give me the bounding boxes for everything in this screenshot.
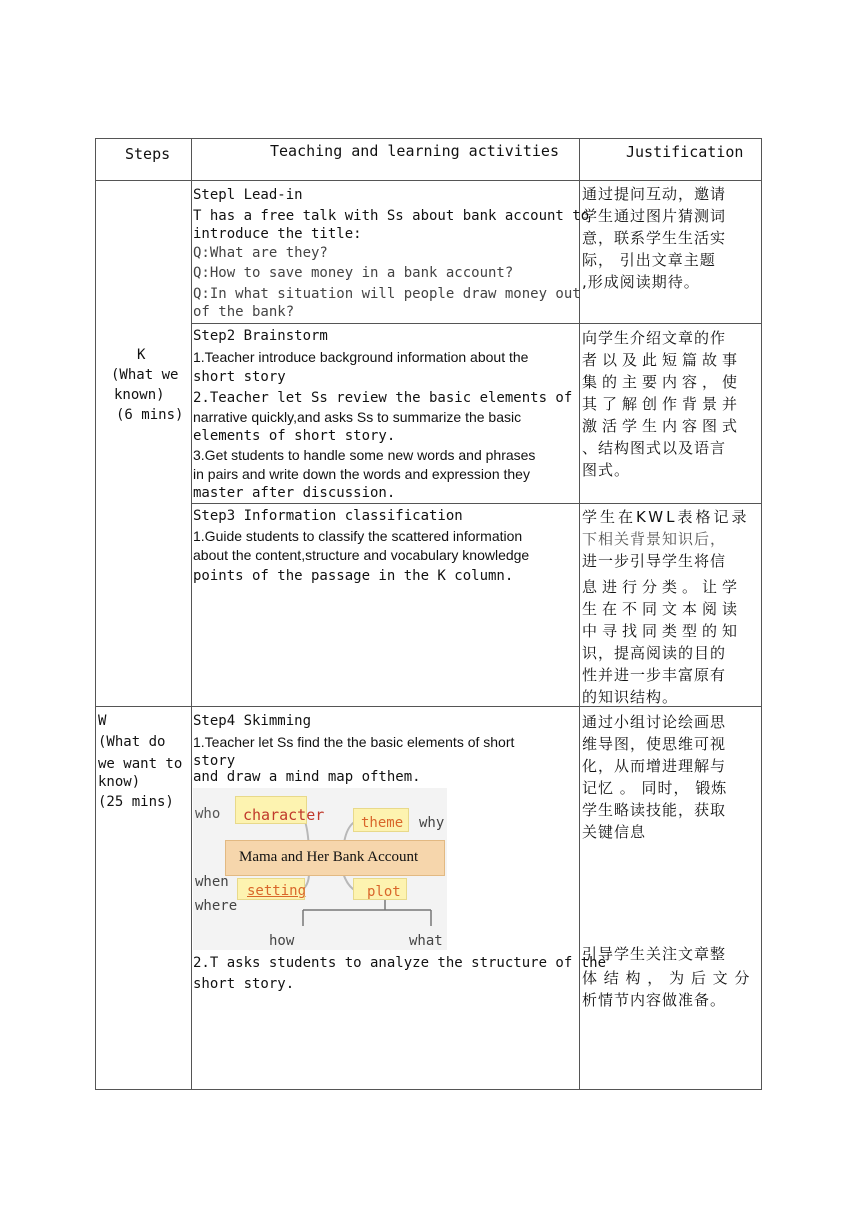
step2-line: 2.Teacher let Ss review the basic elements of: [193, 390, 573, 406]
justification-line: 学生通过图片猜测词: [582, 207, 727, 225]
justification-line: 通过提问互动，邀请: [582, 185, 727, 203]
justification-line: 生在不同文本阅读: [582, 600, 743, 618]
step2-line: narrative quickly,and asks Ss to summarize the basic: [193, 409, 522, 425]
justification-line: 引导学生关注文章整: [582, 945, 727, 963]
step1-question: Q:In what situation will people draw money out: [193, 286, 581, 302]
step2-line: in pairs and write down the words and expression they: [193, 466, 530, 482]
justification-line: 进一步引导学生将信: [582, 552, 727, 570]
mind-map-center: Mama and Her Bank Account: [239, 849, 419, 865]
justification-line: 维导图，使思维可视: [582, 735, 727, 753]
header-steps: Steps: [125, 145, 171, 163]
step4-line: and draw a mind map ofthem.: [193, 769, 421, 785]
step2-line: master after discussion.: [193, 485, 396, 501]
justification-line: 激活学生内容图式: [582, 417, 743, 435]
w-label-line: we want to: [98, 756, 183, 772]
justification-line: 的知识结构。: [582, 688, 679, 706]
step4-line: 1.Teacher let Ss find the the basic elements of short: [193, 734, 515, 750]
justification-line: 关键信息: [582, 823, 647, 841]
step4-line2: short story.: [193, 976, 295, 992]
step1-question: Q:What are they?: [193, 245, 328, 261]
step2-title: Step2 Brainstorm: [193, 328, 328, 344]
justification-line: 息进行分类。让学: [582, 578, 743, 596]
mind-map-character: character: [243, 806, 325, 824]
k-label-line: K: [137, 347, 146, 363]
header-activities: Teaching and learning activities: [270, 142, 559, 160]
justification-line: 图式。: [582, 461, 631, 479]
column-divider-2: [579, 138, 580, 1090]
mind-map-where: where: [195, 898, 238, 914]
step1-question: of the bank?: [193, 304, 295, 320]
justification-line: 意，联系学生生活实: [582, 229, 727, 247]
w-label-line: (What do: [98, 734, 166, 750]
step3-line: about the content,structure and vocabulary knowledge: [193, 547, 530, 563]
k-label-line: (What we: [111, 367, 179, 383]
step2-line: 3.Get students to handle some new words and phrases: [193, 447, 536, 463]
step2-line: 1.Teacher introduce background information about the: [193, 349, 529, 365]
step2-line: short story: [193, 369, 286, 385]
step1-line: T has a free talk with Ss about bank account to: [193, 208, 590, 224]
justification-line: 中寻找同类型的知: [582, 622, 743, 640]
step1-title: Stepl Lead-in: [193, 187, 303, 203]
mind-map-image: [193, 788, 447, 950]
table-border-left: [95, 138, 96, 1090]
justification-line: 学生在KWL表格记录: [582, 508, 750, 526]
justification-line: 记忆 。 同时， 锻炼: [582, 779, 728, 797]
w-label-line: know): [98, 774, 141, 790]
table-border-top: [95, 138, 762, 139]
justification-line: 通过小组讨论绘画思: [582, 713, 727, 731]
justification-line: 学生略读技能，获取: [582, 801, 727, 819]
mind-map-what: what: [409, 933, 443, 949]
step4-line2: 2.T asks students to analyze the structure of the: [193, 955, 607, 971]
step3-line: 1.Guide students to classify the scattered information: [193, 528, 523, 544]
step4-title: Step4 Skimming: [193, 713, 312, 729]
justification-line: 化，从而增进理解与: [582, 757, 727, 775]
justification-line: 、结构图式以及语言: [582, 439, 727, 457]
row-divider-step1-step2: [191, 323, 762, 324]
step1-line: introduce the title:: [193, 226, 362, 242]
mind-map-setting: setting: [247, 883, 307, 899]
row-divider-step2-step3: [191, 503, 762, 504]
step3-title: Step3 Information classification: [193, 508, 463, 524]
justification-line: 向学生介绍文章的作: [582, 329, 727, 347]
justification-line: 际， 引出文章主题: [582, 251, 716, 269]
mind-map-why: why: [419, 815, 445, 831]
table-border-right: [761, 138, 762, 1090]
justification-line: 下相关背景知识后，: [582, 530, 727, 548]
mind-map-plot: plot: [367, 884, 401, 900]
justification-line: ,形成阅读期待。: [582, 273, 700, 291]
step4-line: story: [193, 753, 236, 769]
justification-line: 集的主要内容，使: [582, 373, 743, 391]
header-bottom-line: [95, 180, 762, 181]
justification-line: 者以及此短篇故事: [582, 351, 743, 369]
column-divider-1: [191, 138, 192, 1090]
w-label-line: (25 mins): [98, 794, 174, 810]
justification-line: 识，提高阅读的目的: [582, 644, 727, 662]
k-label-line: known): [114, 387, 165, 403]
k-label-line: (6 mins): [116, 407, 184, 423]
justification-line: 性并进一步丰富原有: [582, 666, 727, 684]
justification-line: 体 结 构 ， 为 后 文 分: [582, 969, 751, 987]
header-justification: Justification: [626, 143, 744, 161]
justification-line: 其了解创作背景并: [582, 395, 743, 413]
step1-question: Q:How to save money in a bank account?: [193, 265, 514, 281]
mind-map-theme: theme: [361, 815, 404, 831]
table-border-bottom: [95, 1089, 762, 1090]
mind-map-when: when: [195, 874, 229, 890]
mind-map-who: who: [195, 806, 221, 822]
step2-line: elements of short story.: [193, 428, 396, 444]
justification-line: 析情节内容做准备。: [582, 991, 727, 1009]
mind-map-how: how: [269, 933, 295, 949]
step3-line: points of the passage in the K column.: [193, 568, 514, 584]
w-label-line: W: [98, 713, 107, 729]
